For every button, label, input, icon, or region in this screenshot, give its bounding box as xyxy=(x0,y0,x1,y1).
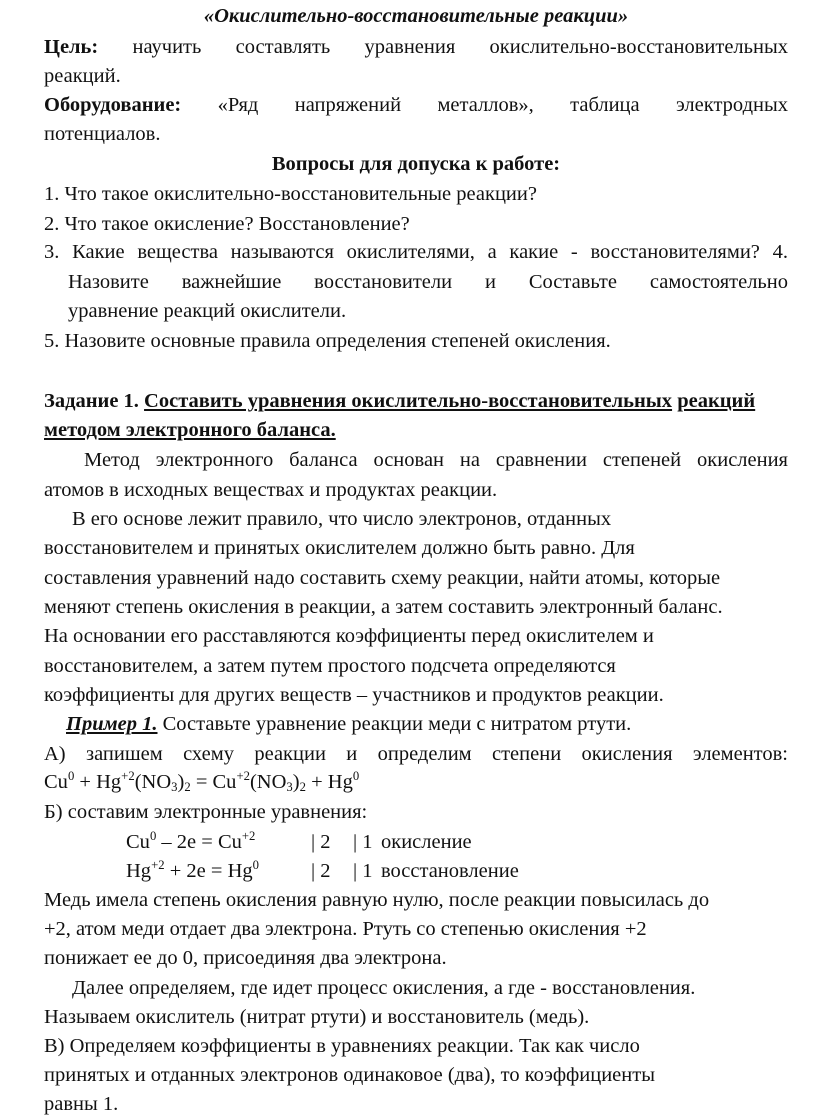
para3-line-1: Далее определяем, где идет процесс окисления, а где - восстановления. xyxy=(72,977,696,999)
explanation-line-3: понижает ее до 0, присоединяя два электрона. xyxy=(44,947,447,969)
goal-label: Цель: xyxy=(44,36,99,58)
example-step-b: Б) составим электронные уравнения: xyxy=(44,801,368,823)
step-c-line-1: В) Определяем коэффициенты в уравнениях реакции. Так как число xyxy=(44,1035,640,1057)
method-para2-line-1: В его основе лежит правило, что число электронов, отданных xyxy=(72,508,612,530)
question-3: 3. Какие вещества называются окислителями, а какие - восстановителями? 4. xyxy=(44,241,788,263)
para3-line-2: Называем окислитель (нитрат ртути) и восстановитель (медь). xyxy=(44,1006,590,1028)
equipment-label: Оборудование: xyxy=(44,94,182,116)
method-para1-line-2: атомов в исходных веществах и продуктах реакции. xyxy=(44,479,498,501)
task1-title-line-1: Задание 1. Составить уравнения окислительно-восстановительных реакций xyxy=(44,390,756,412)
question-4: Назовите важнейшие восстановители и Составьте самостоятельно xyxy=(68,271,788,293)
task1-label: Задание 1. xyxy=(44,390,139,412)
method-para2-line-7: коэффициенты для других веществ – участников и продуктов реакции. xyxy=(44,684,664,706)
equipment-line-2: потенциалов. xyxy=(44,123,161,145)
example-step-a: А) запишем схему реакции и определим степени окисления элементов: xyxy=(44,743,788,765)
goal-line-2: реакций. xyxy=(44,65,121,87)
example-heading: Пример 1. Составьте уравнение реакции меди с нитратом ртути. xyxy=(66,713,632,735)
task1-title-line-2: методом электронного баланса. xyxy=(44,419,336,441)
explanation-line-1: Медь имела степень окисления равную нулю, после реакции повысилась до xyxy=(44,889,710,911)
goal-line-1: Цель: научить составлять уравнения окислительно-восстановительных xyxy=(44,36,788,58)
explanation-line-2: +2, атом меди отдает два электрона. Ртуть со степенью окисления +2 xyxy=(44,918,647,940)
method-para2-line-3: составления уравнений надо составить схему реакции, найти атомы, которые xyxy=(44,567,721,589)
document-title: «Окислительно-восстановительные реакции» xyxy=(203,5,629,27)
questions-heading: Вопросы для допуска к работе: xyxy=(271,153,561,175)
step-c-line-3: равны 1. xyxy=(44,1093,119,1115)
method-para2-line-6: восстановителем, а затем путем простого подсчета определяются xyxy=(44,655,616,677)
step-c-line-2: принятых и отданных электронов одинаковое (два), то коэффициенты xyxy=(44,1064,655,1086)
question-1: 1. Что такое окислительно-восстановительные реакции? xyxy=(44,183,537,205)
question-5: 5. Назовите основные правила определения степеней окисления. xyxy=(44,330,611,352)
method-para2-line-5: На основании его расставляются коэффициенты перед окислителем и xyxy=(44,625,654,647)
example-label: Пример 1. xyxy=(66,713,158,735)
method-para2-line-2: восстановителем и принятых окислителем должно быть равно. Для xyxy=(44,537,635,559)
half-reaction-oxidation: $Cu^0 - 2e = Cu^{+2}$ | 2 | 1 окисление xyxy=(126,829,472,853)
method-para1-line-1: Метод электронного баланса основан на сравнении степеней окисления xyxy=(84,449,788,471)
question-4-cont: уравнение реакций окислители. xyxy=(68,300,347,322)
half-reaction-reduction: $Hg^{+2} + 2e = Hg^0$ | 2 | 1 восстановление xyxy=(126,858,519,882)
method-para2-line-4: меняют степень окисления в реакции, а затем составить электронный баланс. xyxy=(44,596,723,618)
question-2: 2. Что такое окисление? Восстановление? xyxy=(44,213,410,235)
equipment-line-1: Оборудование: «Ряд напряжений металлов», таблица электродных xyxy=(44,94,788,116)
reaction-equation: $Cu^0 + Hg^{+2}(NO_3)_2 = Cu^{+2}(NO_3)_2 + Hg^0$ xyxy=(44,769,360,795)
